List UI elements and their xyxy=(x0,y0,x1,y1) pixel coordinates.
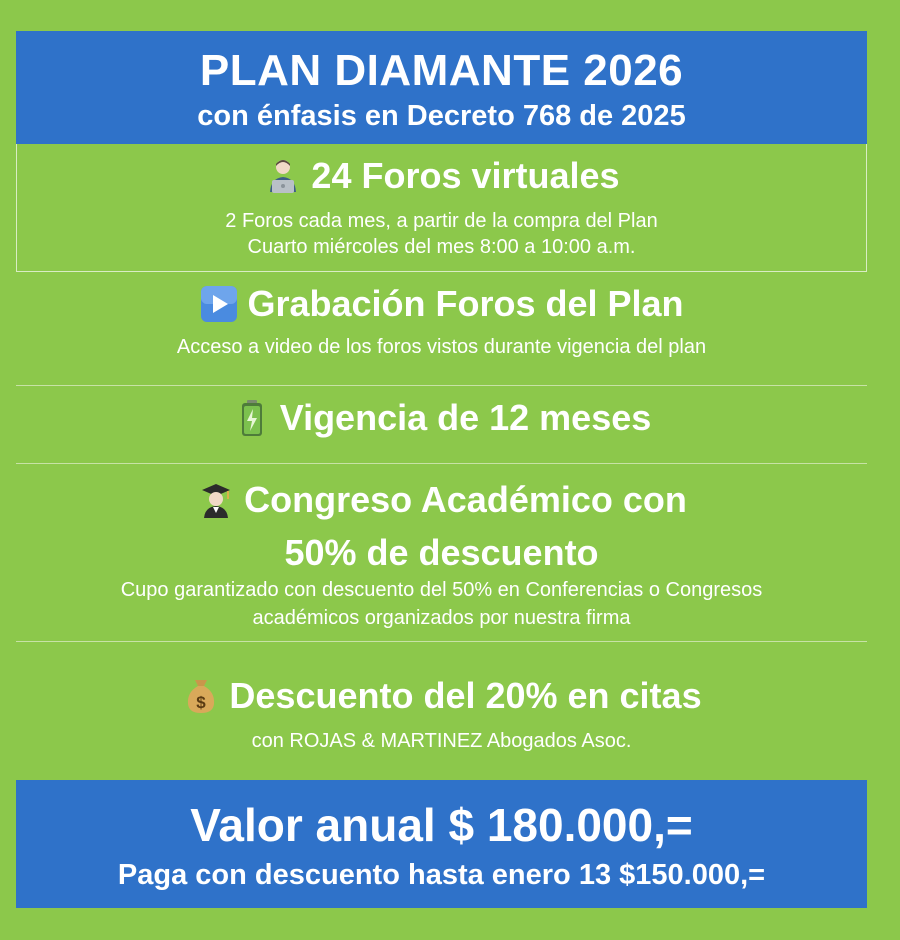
feature-grabacion-foros xyxy=(16,272,867,384)
graduate-icon xyxy=(196,482,236,518)
discount-price: Paga con descuento hasta enero 13 $150.000,= xyxy=(117,859,766,891)
feature-detail-line: académicos organizados por nuestra firma xyxy=(252,607,631,629)
plan-header-banner xyxy=(16,31,867,144)
feature-congreso-academico xyxy=(16,464,867,641)
plan-subtitle: con énfasis en Decreto 768 de 2025 xyxy=(197,100,686,132)
feature-detail-line: Acceso a video de los foros vistos durante vigencia del plan xyxy=(176,336,707,358)
feature-title: Congreso Académico con xyxy=(16,464,867,520)
feature-detail-line: con ROJAS & MARTINEZ Abogados Asoc. xyxy=(251,730,632,752)
play-button-icon xyxy=(199,286,239,322)
money-bag-icon xyxy=(181,678,221,714)
annual-price: Valor anual $ 180.000,= xyxy=(190,799,693,851)
price-footer-banner xyxy=(16,780,867,908)
feature-title-line2: 50% de descuento xyxy=(284,532,599,573)
feature-detail-line: 2 Foros cada mes, a partir de la compra del Plan xyxy=(225,210,658,232)
feature-vigencia xyxy=(16,386,867,463)
feature-detail-line: Cuarto miércoles del mes 8:00 a 10:00 a.m. xyxy=(247,236,636,258)
feature-foros-virtuales xyxy=(16,144,867,272)
plan-title: PLAN DIAMANTE 2026 xyxy=(199,46,684,95)
feature-descuento-citas xyxy=(16,642,867,778)
svg-text:$: $ xyxy=(196,693,207,712)
feature-title: Vigencia de 12 meses xyxy=(16,386,867,438)
battery-icon xyxy=(232,400,272,436)
person-with-laptop-icon xyxy=(263,158,303,194)
feature-title: $ Descuento del 20% en citas xyxy=(16,642,867,716)
feature-detail-line: Cupo garantizado con descuento del 50% en Conferencias o Congresos xyxy=(120,579,763,601)
feature-title: 24 Foros virtuales xyxy=(17,144,866,196)
feature-title: Grabación Foros del Plan xyxy=(16,272,867,324)
